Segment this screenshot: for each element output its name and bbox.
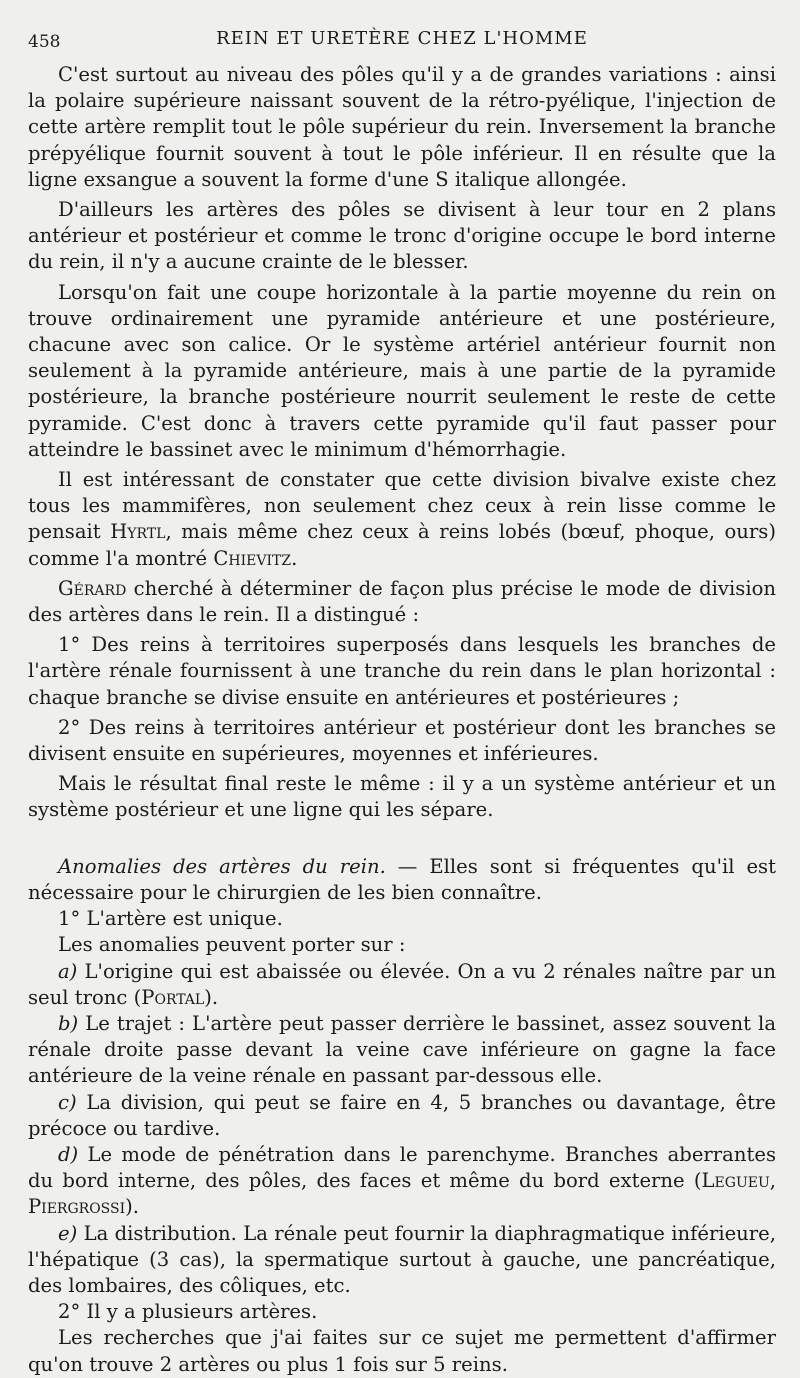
text-run: , xyxy=(769,1169,776,1193)
author-name: Gérard xyxy=(58,576,127,600)
list-item-penetration xyxy=(28,1142,776,1221)
list-item-anterior-posterior: 2° Des reins à territoires antérieur et postérieur dont les branches se divisent ensuite en supérieures, moyennes et inférieures. xyxy=(28,715,776,766)
text-run: Le trajet : L'artère peut passer derrière le bassinet, assez souvent la rénale droite passe devant la veine cave inférieure on gagne la face antérieure de la veine rénale en passant par-dessous elle. xyxy=(28,1011,776,1088)
list-item-unique-artery: 1° L'artère est unique. xyxy=(58,907,283,931)
paragraph-poles: C'est surtout au niveau des pôles qu'il y a de grandes variations : ainsi la polaire supérieure naissant souvent de la rétro-pyélique, l'injection de cette artère remplit tout le pôle supérieur du rein. Inversement la branche prépyélique fournit souvent à tout le pôle inférieur. Il en résulte que la ligne exsangue a souvent la forme d'une S italique allongée. xyxy=(28,63,776,191)
author-name: Legueu xyxy=(701,1169,770,1193)
page-body xyxy=(28,62,776,1378)
text-run: cherché à déterminer de façon plus précise le mode de division des artères dans le rein. Il a distingué : xyxy=(28,576,776,627)
paragraph-gerard xyxy=(28,576,776,628)
author-name: Hyrtl xyxy=(110,520,166,544)
item-label: d) xyxy=(58,1142,79,1166)
section-anomalies xyxy=(28,854,776,906)
paragraph-research: Les recherches que j'ai faites sur ce sujet me permettent d'affirmer qu'on trouve 2 artères ou plus 1 fois sur 5 reins. xyxy=(28,1326,776,1376)
author-name: Chievitz xyxy=(213,546,292,570)
item-label: c) xyxy=(58,1090,77,1114)
list-item-superposed: 1° Des reins à territoires superposés dans lesquels les branches de l'artère rénale fournissent à une tranche du rein dans le plan horizontal : chaque branche se divise ensuite en antérieures et postérieures ; xyxy=(28,633,776,709)
text-run: L'origine qui est abaissée ou élevée. On a vu 2 rénales naître par un seul tronc ( xyxy=(28,959,776,1009)
text-run: . xyxy=(291,546,298,570)
text-run: ). xyxy=(204,985,219,1009)
section-title: Anomalies des artères du rein. xyxy=(58,854,386,878)
author-name: Piergrossi xyxy=(28,1195,126,1219)
text-run: La distribution. La rénale peut fournir la diaphragmatique inférieure, l'hépatique (3 cas), la spermatique surtout à gauche, une pancréatique, des lombaires, des côliques, etc. xyxy=(28,1221,776,1297)
text-run: — Elles sont si fréquentes qu'il est nécessaire pour le chirurgien de les bien connaître. xyxy=(28,854,776,904)
paragraph-horizontal-section: Lorsqu'on fait une coupe horizontale à la partie moyenne du rein on trouve ordinairement une pyramide antérieure et une postérieure, chacune avec son calice. Or le système artériel antérieur fournit non seulement à la pyramide antérieure, mais à une partie de la pyramide postérieure, la branche postérieure nourrit seulement le reste de cette pyramide. C'est donc à travers cette pyramide qu'il faut passer pour atteindre le bassinet avec le minimum d'hémorrhagie. xyxy=(28,280,776,461)
page-number: 458 xyxy=(28,32,61,52)
list-item-origin xyxy=(28,959,776,1011)
list-item-multiple-arteries: 2° Il y a plusieurs artères. xyxy=(58,1300,318,1324)
item-label: e) xyxy=(58,1221,78,1245)
item-label: b) xyxy=(58,1011,79,1035)
list-item-division xyxy=(28,1090,776,1142)
item-label: a) xyxy=(58,959,78,983)
text-run: , mais même chez ceux à reins lobés (bœuf, phoque, ours) comme l'a montré xyxy=(28,520,776,570)
list-item-course xyxy=(28,1011,776,1090)
author-name: Portal xyxy=(141,985,205,1009)
text-run: La division, qui peut se faire en 4, 5 branches ou davantage, être précoce ou tardive. xyxy=(28,1090,776,1140)
paragraph-final-result: Mais le résultat final reste le même : il y a un système antérieur et un système postérieur et une ligne qui les sépare. xyxy=(28,772,776,822)
list-item-distribution xyxy=(28,1221,776,1300)
paragraph-pole-arteries: D'ailleurs les artères des pôles se divisent à leur tour en 2 plans antérieur et postérieur et comme le tronc d'origine occupe le bord interne du rein, il n'y a aucune crainte de le blesser. xyxy=(28,198,776,274)
paragraph-anomalies-intro: Les anomalies peuvent porter sur : xyxy=(58,933,406,957)
text-run: Le mode de pénétration dans le parenchyme. Branches aberrantes du bord interne, des pôles, des faces et même du bord externe ( xyxy=(28,1142,776,1193)
page-header xyxy=(28,24,776,52)
running-title: REIN ET URETÈRE CHEZ L'HOMME xyxy=(216,28,588,49)
paragraph-bivalve-division xyxy=(28,467,776,572)
text-run: ). xyxy=(125,1195,140,1219)
text-run: Il est intéressant de constater que cette division bivalve existe chez tous les mammifères, non seulement chez ceux à rein lisse comme le pensait xyxy=(28,468,776,544)
